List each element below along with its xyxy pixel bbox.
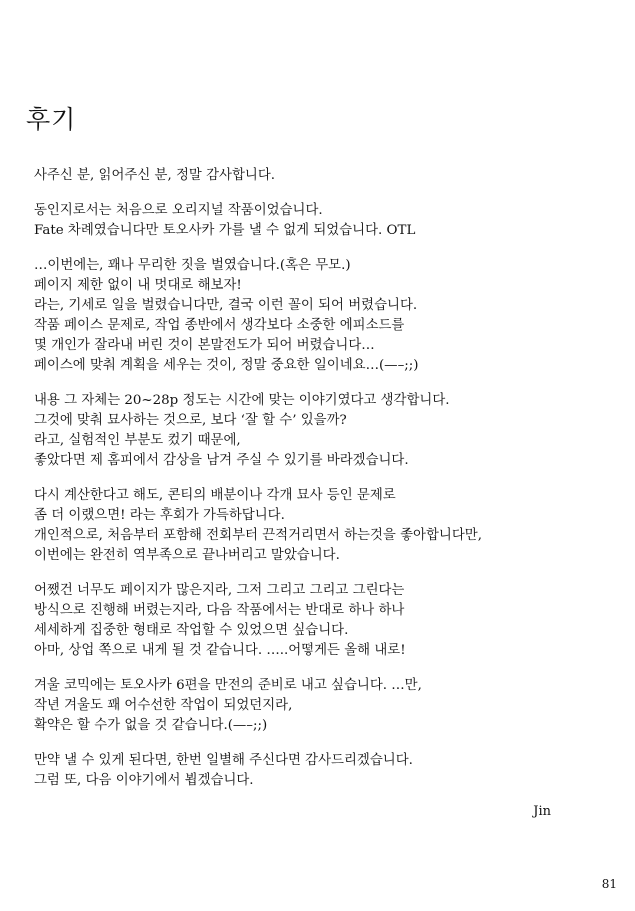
paragraph (34, 751, 604, 791)
text-line: 동인지로서는 처음으로 오리지널 작품이었습니다. (34, 203, 323, 218)
paragraph (34, 486, 604, 566)
text-line: 작년 겨울도 꽤 어수선한 작업이 되었던지라, (34, 698, 293, 713)
paragraph (34, 391, 604, 471)
paragraph (34, 166, 604, 186)
text-line: 개인적으로, 처음부터 포함해 전회부터 끈적거리면서 하는것을 좋아합니다만, (34, 528, 482, 543)
text-line: …이번에는, 꽤나 무리한 짓을 벌였습니다.(혹은 무모.) (34, 258, 351, 273)
text-line: 그것에 맞춰 묘사하는 것으로, 보다 ‘잘 할 수’ 있을까? (34, 413, 347, 428)
afterword-body (34, 166, 604, 806)
author-signature: Jin (533, 804, 551, 819)
text-line: 그럼 또, 다음 이야기에서 뵙겠습니다. (34, 773, 254, 788)
text-line: 아마, 상업 쪽으로 내게 될 것 같습니다. …..어떻게든 올해 내로! (34, 643, 406, 658)
text-line: Fate 차례였습니다만 토오사카 가를 낼 수 없게 되었습니다. OTL (34, 223, 416, 238)
text-line: 내용 그 자체는 20~28p 정도는 시간에 맞는 이야기였다고 생각합니다. (34, 393, 450, 408)
text-line: 만약 낼 수 있게 된다면, 한번 일별해 주신다면 감사드리겠습니다. (34, 753, 413, 768)
paragraph (34, 256, 604, 376)
text-line: 이번에는 완전히 역부족으로 끝나버리고 말았습니다. (34, 548, 340, 563)
text-line: 좋았다면 제 홈피에서 감상을 남겨 주실 수 있기를 바라겠습니다. (34, 453, 409, 468)
text-line: 몇 개인가 잘라내 버린 것이 본말전도가 되어 버렸습니다… (34, 338, 375, 353)
text-line: 라고, 실험적인 부분도 컸기 때문에, (34, 433, 241, 448)
text-line: 라는, 기세로 일을 벌렸습니다만, 결국 이런 꼴이 되어 버렸습니다. (34, 298, 418, 313)
page-title: 후기 (26, 105, 77, 134)
text-line: 세세하게 집중한 형태로 작업할 수 있었으면 싶습니다. (34, 623, 349, 638)
text-line: 겨울 코믹에는 토오사카 6편을 만전의 준비로 내고 싶습니다. …만, (34, 678, 422, 693)
text-line: 다시 계산한다고 해도, 콘티의 배분이나 각개 묘사 등인 문제로 (34, 488, 396, 503)
page-number: 81 (601, 877, 617, 891)
text-line: 페이스에 맞춰 계획을 세우는 것이, 정말 중요한 일이네요…(—–;;) (34, 358, 419, 373)
text-line: 어쨌건 너무도 페이지가 많은지라, 그저 그리고 그리고 그린다는 (34, 583, 405, 598)
paragraph (34, 676, 604, 736)
paragraph (34, 581, 604, 661)
text-line: 방식으로 진행해 버렸는지라, 다음 작품에서는 반대로 하나 하나 (34, 603, 405, 618)
text-line: 작품 페이스 문제로, 작업 종반에서 생각보다 소중한 에피소드를 (34, 318, 405, 333)
text-line: 좀 더 이랬으면! 라는 후회가 가득하답니다. (34, 508, 285, 523)
paragraph (34, 201, 604, 241)
text-line: 확약은 할 수가 없을 것 같습니다.(—–;;) (34, 718, 268, 733)
text-line: 사주신 분, 읽어주신 분, 정말 감사합니다. (34, 168, 276, 183)
text-line: 페이지 제한 없이 내 멋대로 해보자! (34, 278, 242, 293)
